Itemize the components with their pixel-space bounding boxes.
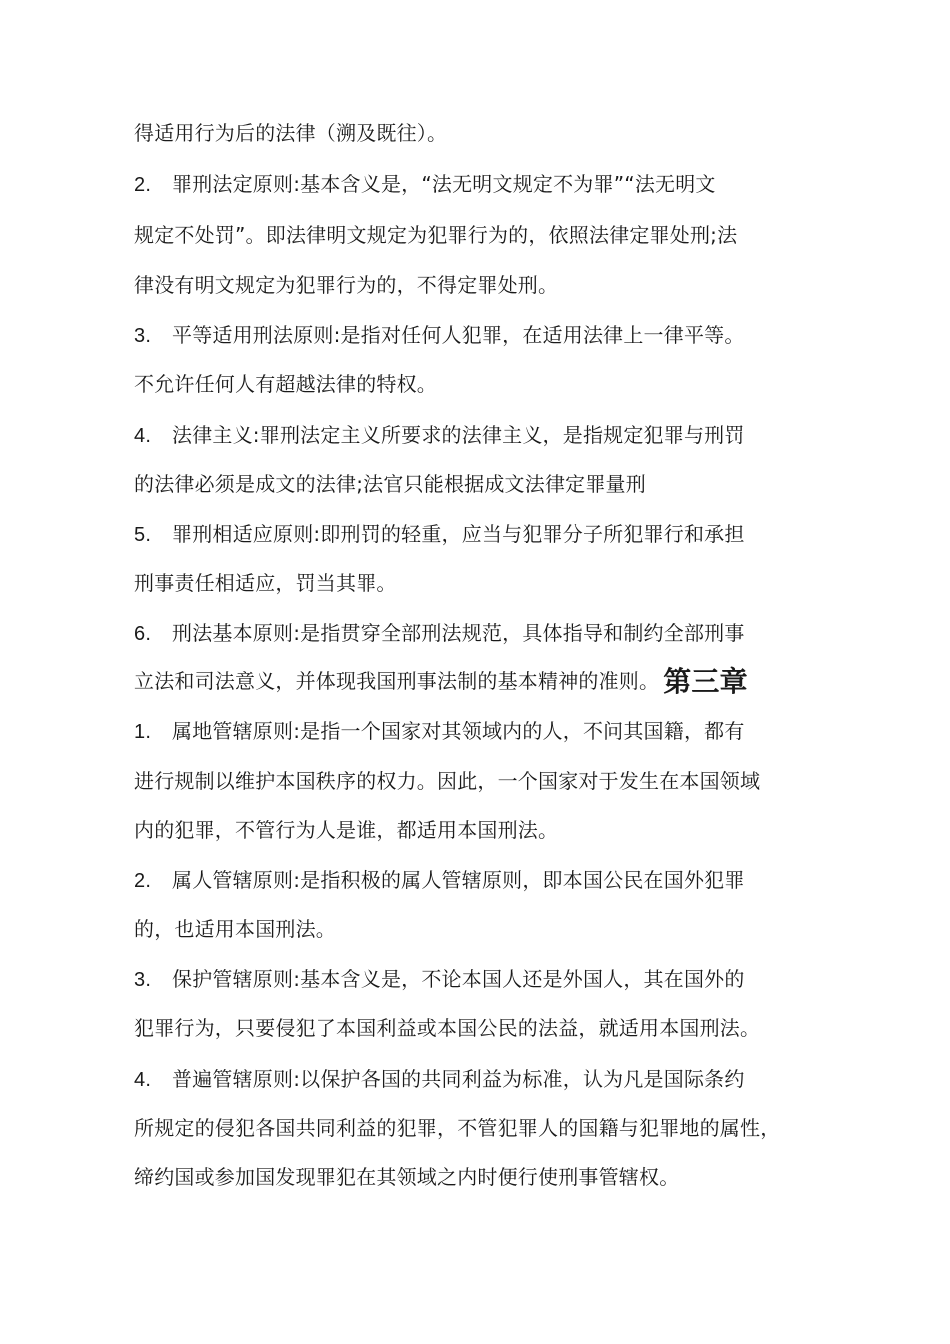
text-line (134, 218, 737, 252)
line-text: 罪刑相适应原则:即刑罚的轻重，应当与犯罪分子所犯罪行和承担 (172, 522, 745, 546)
item-number: 6. (134, 623, 152, 645)
line-text: 不允许任何人有超越法律的特权。 (134, 372, 437, 396)
list-item-line (134, 418, 745, 452)
line-text: 属地管辖原则:是指一个国家对其领域内的人，不问其国籍，都有 (172, 719, 745, 743)
text-line (134, 813, 558, 847)
line-text: 规定不处罚”。即法律明文规定为犯罪行为的，依照法律定罪处刑;法 (134, 223, 738, 247)
text-line (134, 912, 336, 946)
line-text: 刑事责任相适应，罚当其罪。 (134, 571, 397, 595)
text-line (134, 566, 397, 600)
text-line (134, 467, 646, 501)
line-text: 犯罪行为，只要侵犯了本国利益或本国公民的法益，就适用本国刑法。 (134, 1016, 761, 1040)
text-line (134, 764, 760, 798)
line-text: 内的犯罪，不管行为人是谁，都适用本国刑法。 (134, 818, 559, 842)
list-item-line (134, 318, 745, 352)
text-line (134, 1111, 780, 1145)
text-line (134, 367, 437, 401)
list-item-line (134, 962, 745, 996)
list-item-line (134, 863, 745, 897)
line-text: 平等适用刑法原则:是指对任何人犯罪，在适用法律上一律平等。 (172, 323, 745, 347)
line-text: 刑法基本原则:是指贯穿全部刑法规范，具体指导和制约全部刑事 (172, 621, 745, 645)
line-text: 的法律必须是成文的法律;法官只能根据成文法律定罪量刑 (134, 472, 646, 496)
list-item-line (134, 517, 745, 551)
line-text: 得适用行为后的法律（溯及既往）。 (134, 121, 448, 145)
item-number: 1. (134, 721, 152, 743)
line-text: 进行规制以维护本国秩序的权力。因此，一个国家对于发生在本国领域 (134, 769, 761, 793)
list-item-line (134, 714, 745, 748)
item-number: 4. (134, 1069, 152, 1091)
item-number: 4. (134, 425, 152, 447)
line-text: 的，也适用本国刑法。 (134, 917, 336, 941)
line-text: 普遍管辖原则:以保护各国的共同利益为标准，认为凡是国际条约 (172, 1067, 745, 1091)
item-number: 5. (134, 524, 152, 546)
text-line (134, 1011, 760, 1045)
item-number: 2. (134, 174, 152, 196)
line-text: 所规定的侵犯各国共同利益的犯罪，不管犯罪人的国籍与犯罪地的属性， (134, 1116, 781, 1140)
text-line (134, 116, 447, 150)
line-text: 保护管辖原则:基本含义是，不论本国人还是外国人，其在国外的 (172, 967, 745, 991)
list-item-line (134, 167, 716, 201)
list-item-line (134, 1062, 745, 1096)
list-item-line (134, 616, 745, 650)
text-line (134, 268, 558, 302)
item-number: 3. (134, 325, 152, 347)
line-text: 法律主义:罪刑法定主义所要求的法律主义，是指规定犯罪与刑罚 (172, 423, 745, 447)
chapter-heading: 第三章 (663, 665, 748, 698)
text-line (134, 1160, 679, 1194)
text-line (134, 664, 748, 698)
line-text: 缔约国或参加国发现罪犯在其领域之内时便行使刑事管辖权。 (134, 1165, 680, 1189)
line-text: 罪刑法定原则:基本含义是，“法无明文规定不为罪”“法无明文 (172, 172, 716, 196)
line-text: 律没有明文规定为犯罪行为的，不得定罪处刑。 (134, 273, 559, 297)
line-text: 立法和司法意义，并体现我国刑事法制的基本精神的准则。 (134, 669, 660, 693)
line-text: 属人管辖原则:是指积极的属人管辖原则，即本国公民在国外犯罪 (172, 868, 745, 892)
item-number: 2. (134, 870, 152, 892)
item-number: 3. (134, 969, 152, 991)
